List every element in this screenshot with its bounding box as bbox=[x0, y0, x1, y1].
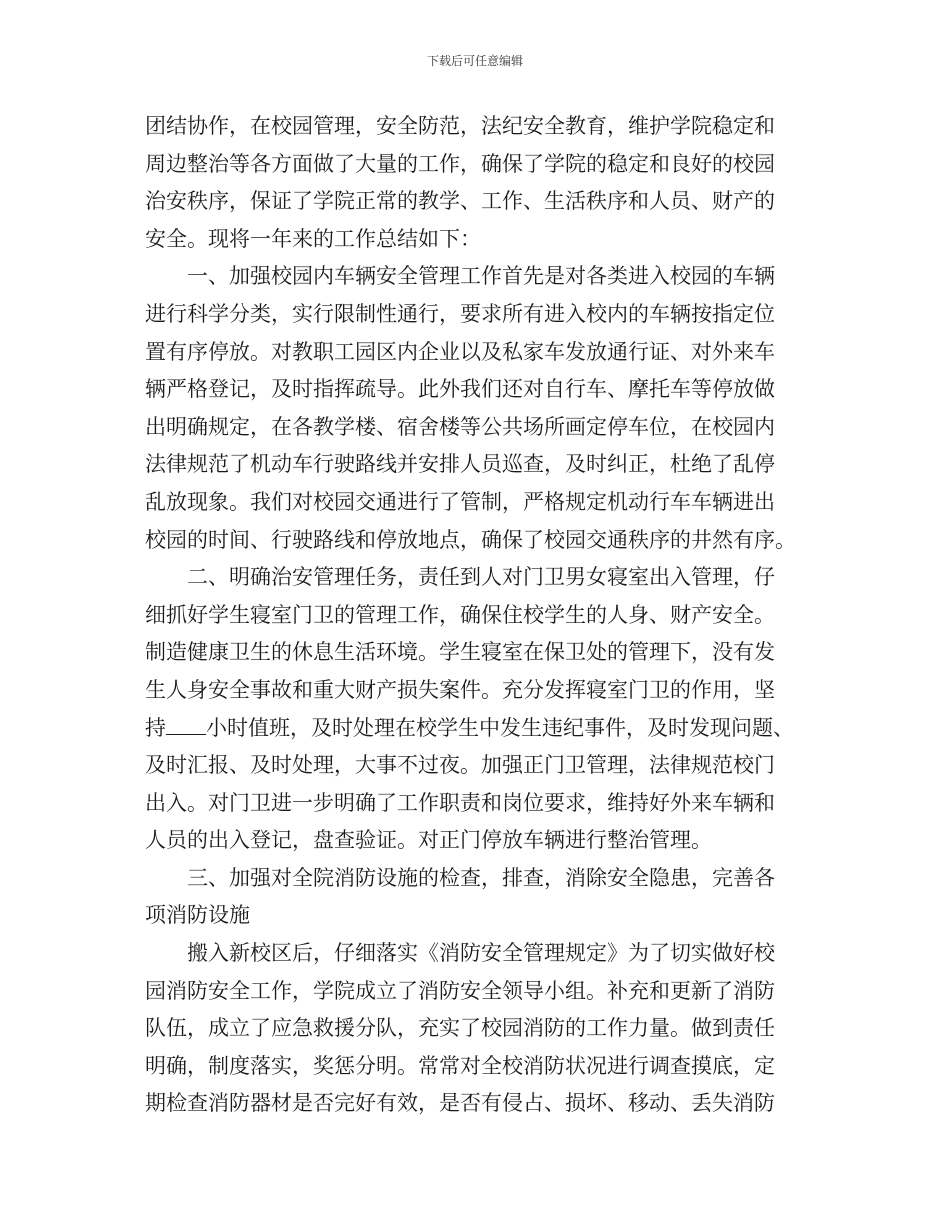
text-line: 置有序停放。对教职工园区内企业以及私家车发放通行证、对外来车 bbox=[145, 339, 775, 364]
fill-in-blank bbox=[166, 716, 206, 735]
text-line: 法律规范了机动车行驶路线并安排人员巡查，及时纠正，杜绝了乱停 bbox=[145, 452, 775, 477]
text-line: 校园的时间、行驶路线和停放地点，确保了校园交通秩序的井然有序。 bbox=[145, 527, 796, 552]
text-line: 期检查消防器材是否完好有效，是否有侵占、损坏、移动、丢失消防 bbox=[145, 1091, 775, 1116]
text-line: 出入。对门卫进一步明确了工作职责和岗位要求，维持好外来车辆和 bbox=[145, 790, 775, 815]
text-line: 园消防安全工作，学院成立了消防安全领导小组。补充和更新了消防 bbox=[145, 978, 775, 1003]
text-line: 项消防设施 bbox=[145, 903, 250, 928]
section-heading-2: 二、明确治安管理任务，责任到人对门卫男女寝室出入管理，仔 bbox=[187, 565, 775, 590]
section-heading-1: 一、加强校园内车辆安全管理工作首先是对各类进入校园的车辆 bbox=[187, 264, 775, 289]
text-line: 制造健康卫生的休息生活环境。学生寝室在保卫处的管理下，没有发 bbox=[145, 640, 775, 665]
text-line: 细抓好学生寝室门卫的管理工作，确保住校学生的人身、财产安全。 bbox=[145, 602, 775, 627]
text-segment: 小时值班，及时处理在校学生中发生违纪事件，及时发现问题、 bbox=[206, 715, 794, 740]
text-line: 治安秩序，保证了学院正常的教学、工作、生活秩序和人员、财产的 bbox=[145, 189, 775, 214]
section-heading-3: 三、加强对全院消防设施的检查，排查，消除安全隐患，完善各 bbox=[187, 865, 775, 890]
text-line: 安全。现将一年来的工作总结如下： bbox=[145, 226, 481, 251]
text-line: 人员的出入登记，盘查验证。对正门停放车辆进行整治管理。 bbox=[145, 828, 712, 853]
text-line: 团结协作，在校园管理，安全防范，法纪安全教育，维护学院稳定和 bbox=[145, 114, 775, 138]
text-line: 生人身安全事故和重大财产损失案件。充分发挥寝室门卫的作用，坚 bbox=[145, 677, 775, 702]
text-segment: 持 bbox=[145, 715, 166, 740]
text-line: 搬入新校区后，仔细落实《消防安全管理规定》为了切实做好校 bbox=[187, 941, 775, 966]
text-line: 明确，制度落实，奖惩分明。常常对全校消防状况进行调查摸底，定 bbox=[145, 1053, 775, 1078]
text-line: 及时汇报、及时处理，大事不过夜。加强正门卫管理，法律规范校门 bbox=[145, 753, 775, 778]
page-header: 下载后可任意编辑 bbox=[426, 54, 523, 68]
text-line: 周边整治等各方面做了大量的工作，确保了学院的稳定和良好的校园 bbox=[145, 151, 775, 176]
text-line-with-blank bbox=[145, 710, 815, 748]
text-line: 队伍，成立了应急救援分队，充实了校园消防的工作力量。做到责任 bbox=[145, 1016, 775, 1041]
document-body bbox=[145, 108, 815, 1123]
text-line: 进行科学分类，实行限制性通行，要求所有进入校内的车辆按指定位 bbox=[145, 301, 775, 326]
text-line: 出明确规定，在各教学楼、宿舍楼等公共场所画定停车位，在校园内 bbox=[145, 414, 775, 439]
text-line: 辆严格登记，及时指挥疏导。此外我们还对自行车、摩托车等停放做 bbox=[145, 377, 775, 402]
text-line: 乱放现象。我们对校园交通进行了管制，严格规定机动行车车辆进出 bbox=[145, 489, 775, 514]
